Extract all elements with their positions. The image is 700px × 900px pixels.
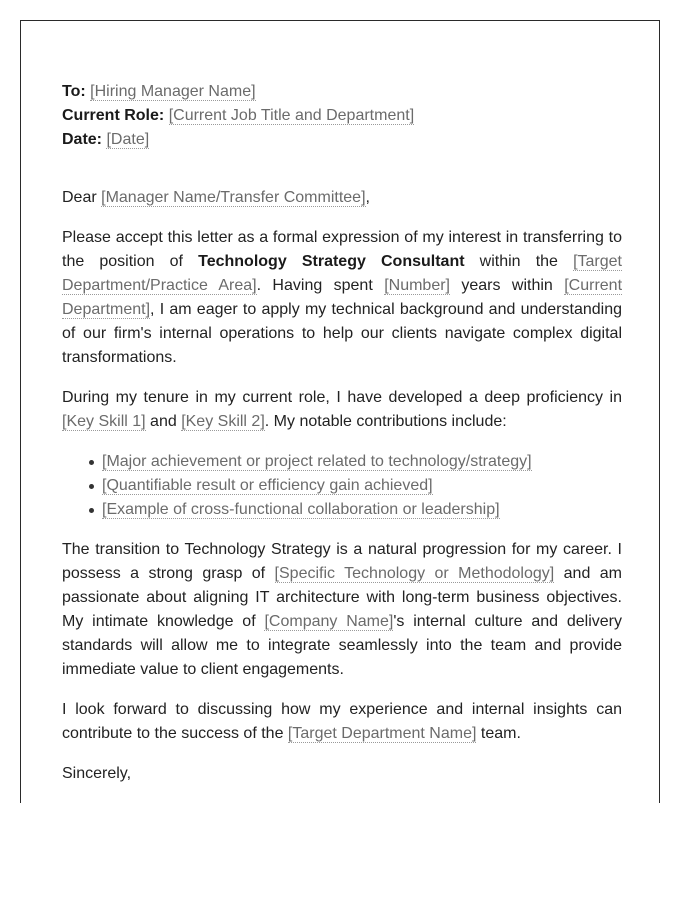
- transition-text-3: 's internal culture and delivery standards will allow me to integrate seamlessly into the team and provide immediate value to client engagements.: [62, 613, 622, 678]
- intro-text-3: . Having spent: [256, 277, 385, 294]
- intro-text-1: Please accept this letter as a formal expression of my interest in transferring to the position of: [62, 229, 622, 270]
- skills-text-3: . My notable contributions include:: [264, 413, 507, 430]
- skills-text-2: and: [145, 413, 182, 430]
- letter-body: [62, 80, 622, 786]
- sign-off: Sincerely,: [62, 765, 132, 782]
- closing-text-2: team.: [476, 725, 521, 742]
- transition-text-2: and am passionate about aligning IT architecture with long-term business objectives. My intimate knowledge of: [62, 565, 623, 630]
- current-department-placeholder[interactable]: [Current Department]: [62, 277, 623, 318]
- company-name-placeholder[interactable]: [Company Name]: [264, 613, 394, 630]
- key-skill-1-placeholder[interactable]: [Key Skill 1]: [62, 413, 146, 430]
- to-label: To:: [62, 83, 86, 100]
- intro-paragraph: [62, 226, 622, 370]
- salutation-suffix: ,: [365, 189, 370, 206]
- transition-paragraph: [62, 538, 622, 682]
- letter-page: [20, 20, 660, 803]
- result-placeholder[interactable]: [Quantifiable result or efficiency gain achieved]: [102, 477, 433, 494]
- achievement-placeholder[interactable]: [Major achievement or project related to technology/strategy]: [102, 453, 532, 470]
- letter-header: [62, 80, 622, 152]
- salutation-prefix: Dear: [62, 189, 102, 206]
- transition-text-1: The transition to Technology Strategy is a natural progression for my career. I possess a strong grasp of: [62, 541, 622, 582]
- current-role-line: [62, 104, 622, 128]
- contributions-list: [62, 450, 622, 522]
- years-number-placeholder[interactable]: [Number]: [384, 277, 450, 294]
- to-line: [62, 80, 622, 104]
- skills-paragraph: [62, 386, 622, 434]
- list-item: [102, 474, 622, 498]
- closing-text-1: I look forward to discussing how my experience and internal insights can contribute to the success of the: [62, 701, 622, 742]
- to-placeholder[interactable]: [Hiring Manager Name]: [90, 83, 256, 100]
- list-item: [102, 450, 622, 474]
- list-item: [102, 498, 622, 522]
- date-label: Date:: [62, 131, 103, 148]
- skills-text-1: During my tenure in my current role, I have developed a deep proficiency in: [62, 389, 622, 406]
- technology-methodology-placeholder[interactable]: [Specific Technology or Methodology]: [274, 565, 555, 582]
- current-role-placeholder[interactable]: [Current Job Title and Department]: [168, 107, 415, 124]
- position-title: Technology Strategy Consultant: [198, 253, 465, 270]
- target-department-placeholder[interactable]: [Target Department/Practice Area]: [62, 253, 622, 294]
- intro-text-2: within the: [464, 253, 574, 270]
- collaboration-placeholder[interactable]: [Example of cross-functional collaboration or leadership]: [102, 501, 500, 518]
- target-department-name-placeholder[interactable]: [Target Department Name]: [287, 725, 477, 742]
- key-skill-2-placeholder[interactable]: [Key Skill 2]: [181, 413, 265, 430]
- intro-text-4: years within: [449, 277, 565, 294]
- date-placeholder[interactable]: [Date]: [106, 131, 150, 148]
- intro-text-5: , I am eager to apply my technical background and understanding of our firm's internal operations to help our clients navigate complex digital transformations.: [62, 301, 622, 366]
- salutation: [62, 186, 622, 210]
- closing-paragraph: [62, 698, 622, 746]
- date-line: [62, 128, 622, 152]
- current-role-label: Current Role:: [62, 107, 165, 124]
- manager-name-placeholder[interactable]: [Manager Name/Transfer Committee]: [101, 189, 366, 206]
